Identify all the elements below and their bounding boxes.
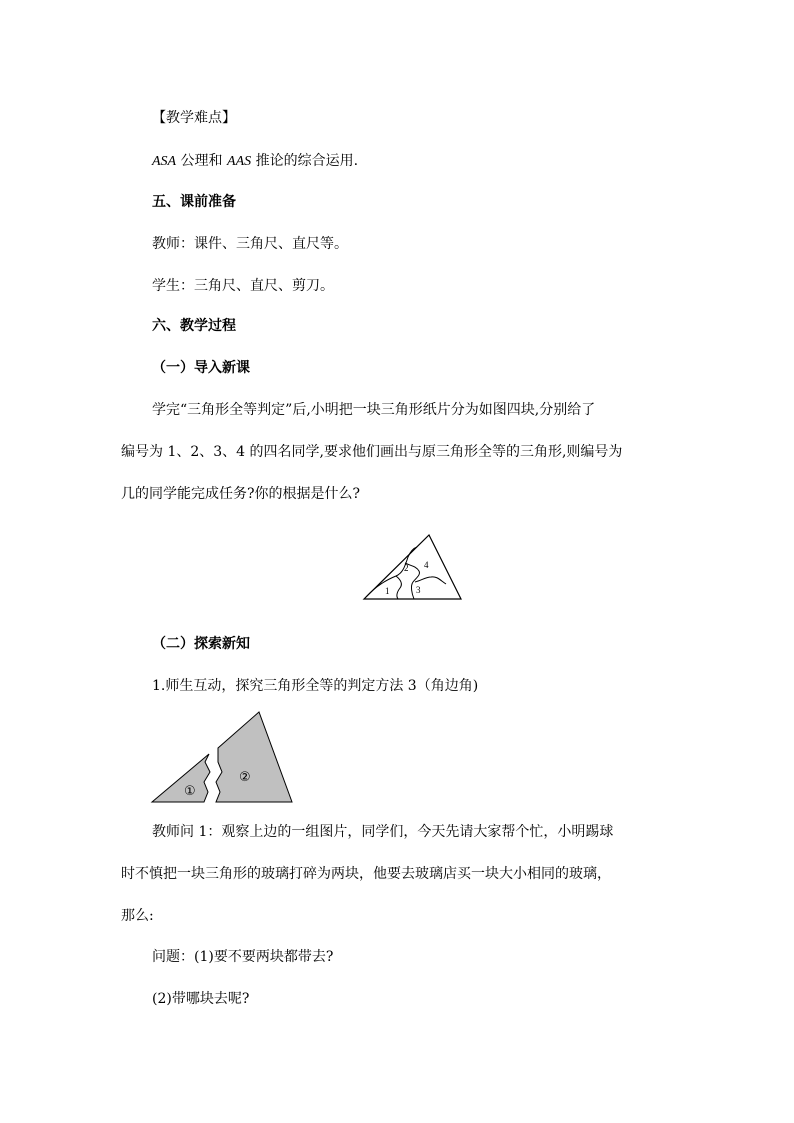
- intro-line-3: 几的同学能完成任务?你的根据是什么?: [121, 486, 361, 502]
- question-line-2: 时不慎把一块三角形的玻璃打碎为两块，他要去玻璃店买一块大小相同的玻璃，: [121, 866, 611, 882]
- sub1-heading: （一）导入新课: [152, 360, 250, 376]
- question-2: (2)带哪块去呢?: [152, 991, 250, 1007]
- difficulty-text-part1: 公理和: [176, 153, 228, 169]
- piece-label-4: 4: [424, 560, 429, 570]
- teacher-prep: 教师：课件、三角尺、直尺等。: [152, 236, 348, 252]
- student-prep: 学生：三角尺、直尺、剪刀。: [152, 278, 334, 294]
- glass-piece-2: [216, 712, 292, 802]
- difficulty-heading: 【教学难点】: [152, 110, 236, 126]
- intro-line-2: 编号为 1、2、3、4 的四名同学,要求他们画出与原三角形全等的三角形,则编号为: [121, 444, 623, 460]
- question-line-3: 那么:: [121, 908, 154, 924]
- four-piece-triangle-figure: [360, 530, 466, 604]
- difficulty-text-part2: 推论的综合运用.: [251, 153, 359, 169]
- broken-glass-figure: [148, 708, 296, 806]
- glass-label-1: ①: [184, 784, 196, 799]
- cut-line-d: [415, 577, 446, 584]
- outer-triangle: [364, 535, 461, 599]
- cut-line-b: [396, 576, 401, 599]
- difficulty-text: [152, 151, 358, 172]
- section5-heading: 五、课前准备: [152, 194, 236, 210]
- intro-line-1: 学完“三角形全等判定”后,小明把一块三角形纸片分为如图四块,分别给了: [152, 402, 596, 418]
- glass-piece-1: [152, 754, 210, 802]
- question-line-1: 教师问 1：观察上边的一组图片，同学们，今天先请大家帮个忙，小明踢球: [152, 824, 614, 840]
- piece-label-3: 3: [416, 585, 421, 595]
- question-1: 问题：(1)要不要两块都带去?: [152, 949, 334, 965]
- asa-term: ASA: [152, 154, 177, 169]
- section6-heading: 六、教学过程: [152, 318, 236, 334]
- aas-term: AAS: [227, 154, 252, 169]
- glass-label-2: ②: [239, 770, 251, 785]
- item1-text: 1.师生互动，探究三角形全等的判定方法 3（角边角): [152, 678, 479, 694]
- piece-label-1: 1: [385, 586, 390, 596]
- sub2-heading: （二）探索新知: [152, 636, 250, 652]
- piece-label-2: 2: [404, 563, 409, 573]
